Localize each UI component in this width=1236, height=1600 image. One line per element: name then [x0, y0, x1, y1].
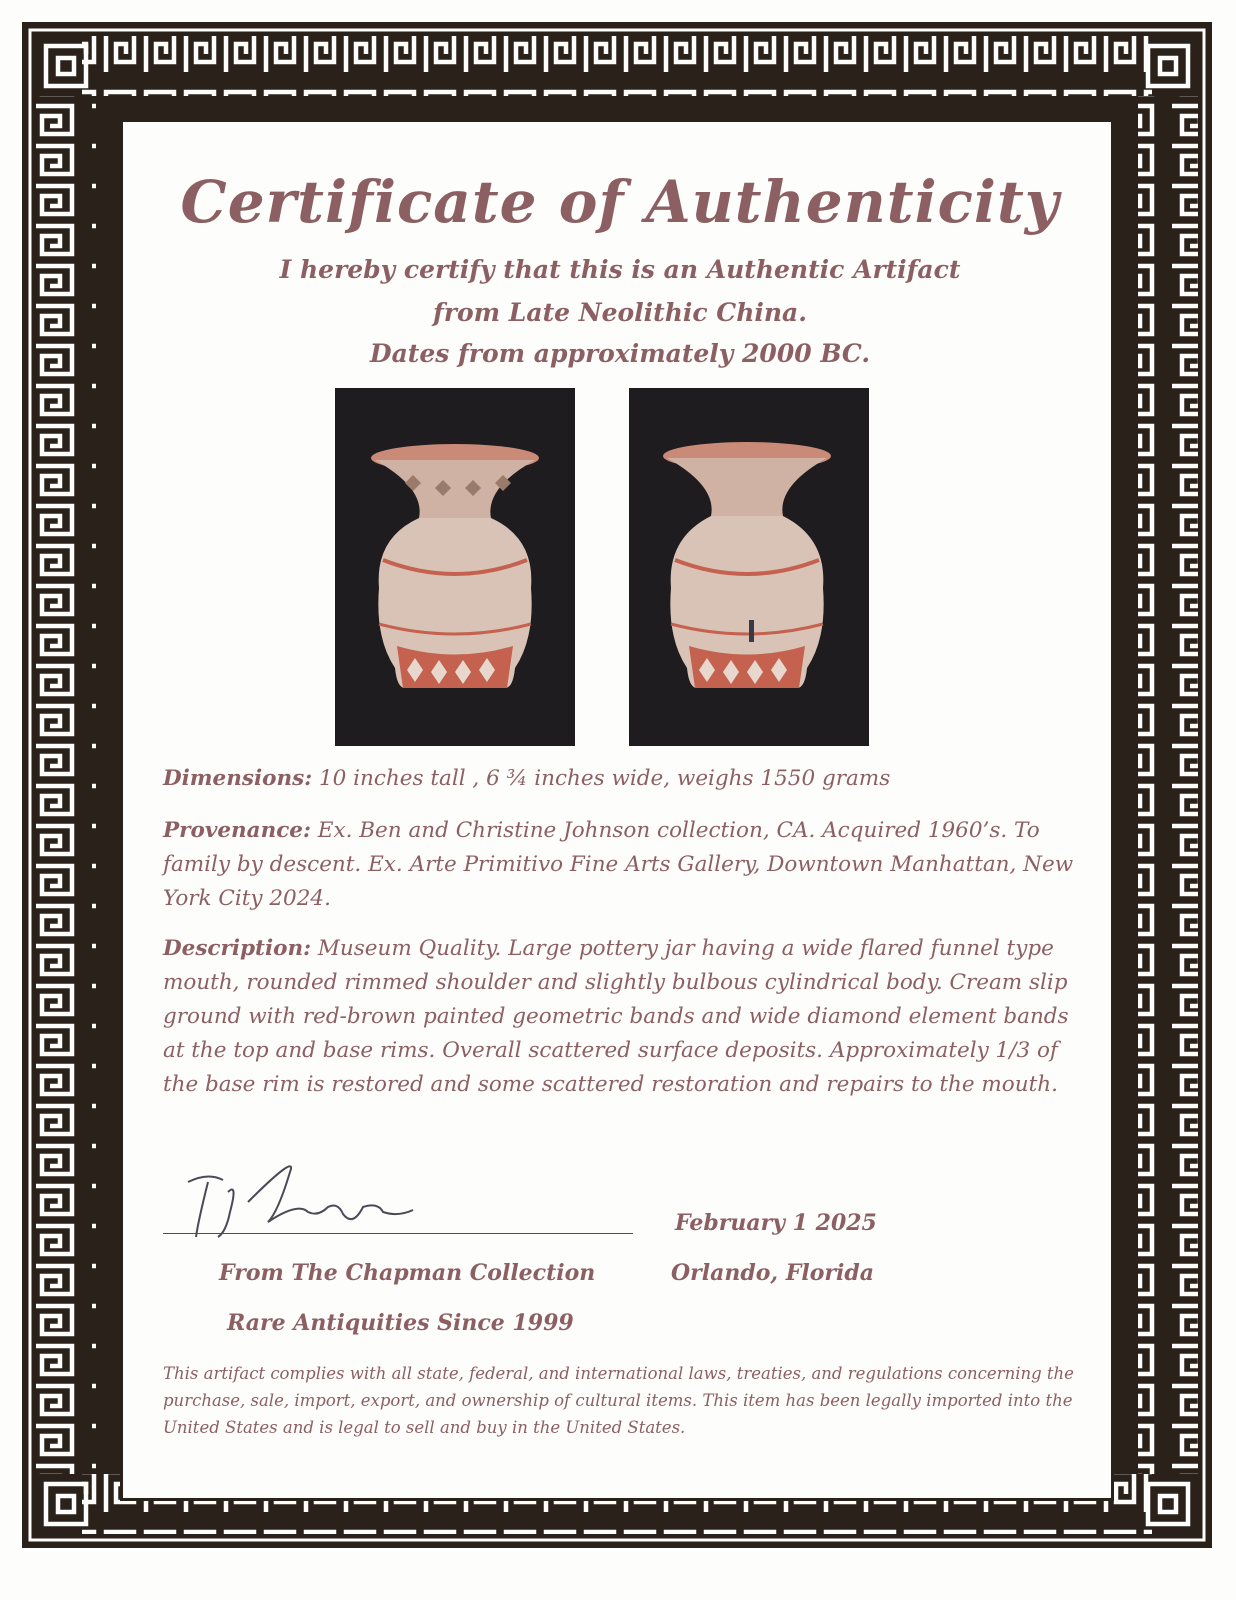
description-paragraph [163, 932, 1093, 1102]
dimensions-value: 10 inches tall , 6 ¾ inches wide, weighs 1550 grams [312, 766, 891, 791]
collection-location: Orlando, Florida [671, 1260, 874, 1286]
legal-notice: This artifact complies with all state, federal, and international laws, treaties, and regulations concerning the purchase, sale, import, export, and ownership of cultural items. This item has been legally imported into the United States and is legal to sell and buy in the United States. [163, 1364, 1074, 1437]
artifact-photo-back [629, 388, 869, 746]
certificate-title: Certificate of Authenticity [180, 168, 1060, 236]
certificate-body [120, 119, 1114, 1501]
dimensions-label: Dimensions: [163, 766, 313, 791]
certify-line-3: Dates from approximately 2000 BC. [369, 339, 871, 368]
certificate-date: February 1 2025 [675, 1210, 877, 1236]
provenance-label: Provenance: [163, 818, 311, 843]
signature-line [163, 1233, 633, 1234]
description-value: Museum Quality. Large pottery jar having a wide flared funnel type mouth, rounded rimmed shoulder and slightly bulbous cylindrical body. Cream slip ground with red-brown painted geometric bands and wide diamond element bands at the top and base rims. Overall scattered surface deposits. Approximately 1/3 of the base rim is restored and some scattered restoration and repairs to the mouth. [163, 936, 1069, 1097]
certify-line-1: I hereby certify that this is an Authentic Artifact [279, 255, 961, 284]
handwritten-signature [178, 1142, 438, 1252]
greek-key-border [22, 22, 1212, 1548]
collection-name: From The Chapman Collection [219, 1260, 596, 1286]
dimensions-paragraph [163, 762, 1093, 796]
provenance-paragraph [163, 814, 1093, 916]
collection-tagline: Rare Antiquities Since 1999 [227, 1310, 574, 1336]
certify-line-2: from Late Neolithic China. [433, 298, 807, 327]
provenance-value: Ex. Ben and Christine Johnson collection, CA. Acquired 1960’s. To family by descent. Ex. Arte Primitivo Fine Arts Gallery, Downtown Manhattan, New York City 2024. [163, 818, 1074, 911]
description-label: Description: [163, 936, 312, 961]
artifact-photo-front [335, 388, 575, 746]
